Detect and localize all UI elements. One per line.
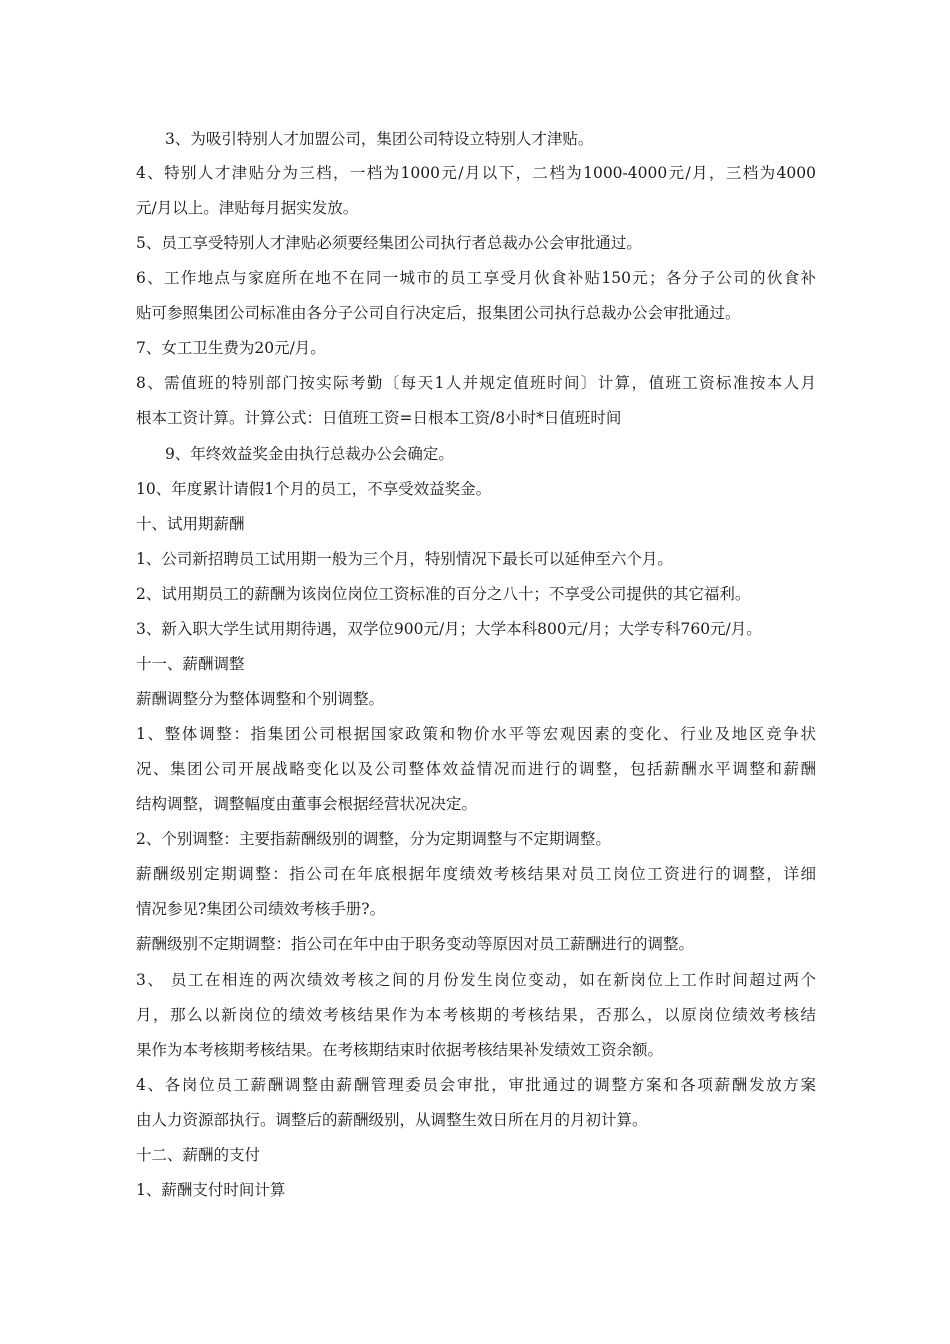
paragraph-line: 9、年终效益奖金由执行总裁办公会确定。 — [165, 445, 454, 463]
section-heading: 十、试用期薪酬 — [136, 515, 245, 533]
paragraph-line: 2、试用期员工的薪酬为该岗位岗位工资标准的百分之八十；不享受公司提供的其它福利。 — [136, 585, 751, 603]
paragraph-line: 2、个别调整：主要指薪酬级别的调整，分为定期调整与不定期调整。 — [136, 830, 611, 848]
paragraph-line: 况、集团公司开展战略变化以及公司整体效益情况而进行的调整，包括薪酬水平调整和薪酬 — [136, 760, 816, 778]
paragraph-line: 3、 员工在相连的两次绩效考核之间的月份发生岗位变动，如在新岗位上工作时间超过两个 — [136, 971, 816, 989]
section-heading: 十二、薪酬的支付 — [136, 1146, 261, 1164]
paragraph-line: 1、整体调整：指集团公司根据国家政策和物价水平等宏观因素的变化、行业及地区竞争状 — [136, 725, 816, 743]
paragraph-line: 5、员工享受特别人才津贴必须要经集团公司执行者总裁办公会审批通过。 — [136, 234, 642, 252]
paragraph-line: 3、新入职大学生试用期待遇，双学位900元/月；大学本科800元/月；大学专科760元/月。 — [136, 620, 762, 638]
paragraph-line: 4、特别人才津贴分为三档，一档为1000元/月以下，二档为1000-4000元/月，三档为4000 — [136, 164, 816, 182]
paragraph-line: 果作为本考核期考核结果。在考核期结束时依据考核结果补发绩效工资余额。 — [136, 1041, 664, 1059]
paragraph-line: 10、年度累计请假1个月的员工，不享受效益奖金。 — [136, 480, 492, 498]
paragraph-line: 薪酬级别不定期调整：指公司在年中由于职务变动等原因对员工薪酬进行的调整。 — [136, 935, 695, 953]
paragraph-line: 月，那么以新岗位的绩效考核结果作为本考核期的考核结果，否那么，以原岗位绩效考核结 — [136, 1006, 816, 1024]
section-heading: 十一、薪酬调整 — [136, 655, 245, 673]
paragraph-line: 根本工资计算。计算公式：日值班工资=日根本工资/8小时*日值班时间 — [136, 409, 622, 427]
paragraph-line: 情况参见?集团公司绩效考核手册?。 — [136, 900, 386, 918]
paragraph-line: 结构调整，调整幅度由董事会根据经营状况决定。 — [136, 795, 478, 813]
paragraph-line: 1、薪酬支付时间计算 — [136, 1181, 286, 1199]
paragraph-line: 7、女工卫生费为20元/月。 — [136, 339, 326, 357]
paragraph-line: 1、公司新招聘员工试用期一般为三个月，特别情况下最长可以延伸至六个月。 — [136, 550, 673, 568]
paragraph-line: 4、各岗位员工薪酬调整由薪酬管理委员会审批，审批通过的调整方案和各项薪酬发放方案 — [136, 1076, 816, 1094]
paragraph-line: 薪酬级别定期调整：指公司在年底根据年度绩效考核结果对员工岗位工资进行的调整，详细 — [136, 865, 816, 883]
paragraph-line: 6、工作地点与家庭所在地不在同一城市的员工享受月伙食补贴150元；各分子公司的伙食补 — [136, 269, 816, 287]
paragraph-line: 元/月以上。津贴每月据实发放。 — [136, 199, 359, 217]
paragraph-line: 8、需值班的特别部门按实际考勤〔每天1人并规定值班时间〕计算，值班工资标准按本人月 — [136, 374, 816, 392]
paragraph-line: 贴可参照集团公司标准由各分子公司自行决定后，报集团公司执行总裁办公会审批通过。 — [136, 304, 741, 322]
paragraph-line: 由人力资源部执行。调整后的薪酬级别，从调整生效日所在月的月初计算。 — [136, 1111, 648, 1129]
paragraph-line: 薪酬调整分为整体调整和个别调整。 — [136, 690, 385, 708]
paragraph-line: 3、为吸引特别人才加盟公司，集团公司特设立特别人才津贴。 — [165, 130, 594, 148]
